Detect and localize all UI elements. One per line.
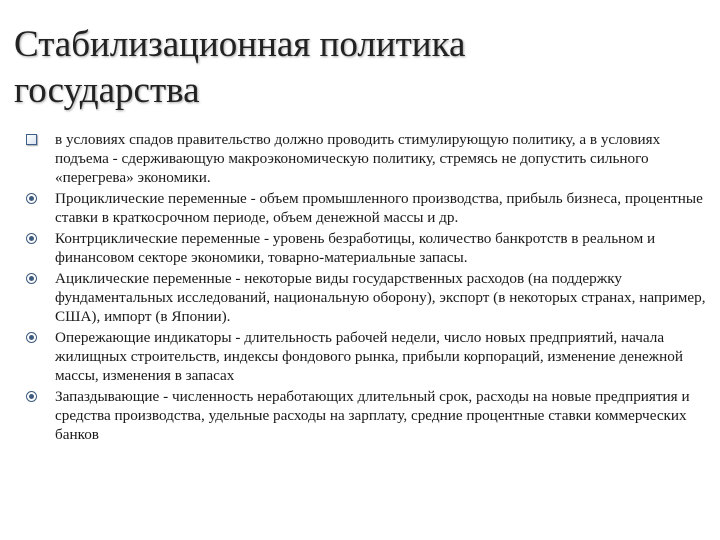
list-item-text: в условиях спадов правительство должно проводить стимулирующую политику, а в условиях подъема - сдерживающую макроэкономическую политику, стремясь не допустить сильного «перегрева» экономики. — [55, 131, 661, 186]
list-item-text: Контрциклические переменные - уровень безработицы, количество банкротств в реальном и финансовом секторе экономики, товарно-материальные запасы. — [55, 230, 656, 266]
circle-bullet-icon — [26, 273, 37, 284]
list-item — [26, 130, 706, 187]
circle-bullet-icon — [26, 193, 37, 204]
list-item — [26, 328, 706, 385]
list-item — [26, 229, 706, 267]
bullet-list — [26, 130, 706, 446]
list-item-text: Опережающие индикаторы - длительность рабочей недели, число новых предприятий, начала жилищных строительств, индексы фондового рынка, прибыли корпораций, изменение денежной массы, изменения в запасах — [55, 329, 684, 384]
list-item — [26, 269, 706, 326]
list-item-text: Проциклические переменные - объем промышленного производства, прибыль бизнеса, процентные ставки в краткосрочном периоде, объем денежной массы и др. — [55, 190, 703, 226]
list-item-text: Запаздывающие - численность неработающих длительный срок, расходы на новые предприятия и средства производства, удельные расходы на зарплату, средние процентные ставки коммерческих банков — [55, 388, 690, 443]
square-bullet-icon — [26, 134, 37, 145]
list-item — [26, 189, 706, 227]
list-item — [26, 387, 706, 444]
circle-bullet-icon — [26, 391, 37, 402]
slide-title: Стабилизационная политика государства — [14, 24, 466, 111]
circle-bullet-icon — [26, 332, 37, 343]
circle-bullet-icon — [26, 233, 37, 244]
list-item-text: Ациклические переменные - некоторые виды государственных расходов (на поддержку фундаментальных исследований, национальную оборону), экспорт (в некоторых странах, например, США), импорт (в Японии). — [55, 270, 706, 325]
